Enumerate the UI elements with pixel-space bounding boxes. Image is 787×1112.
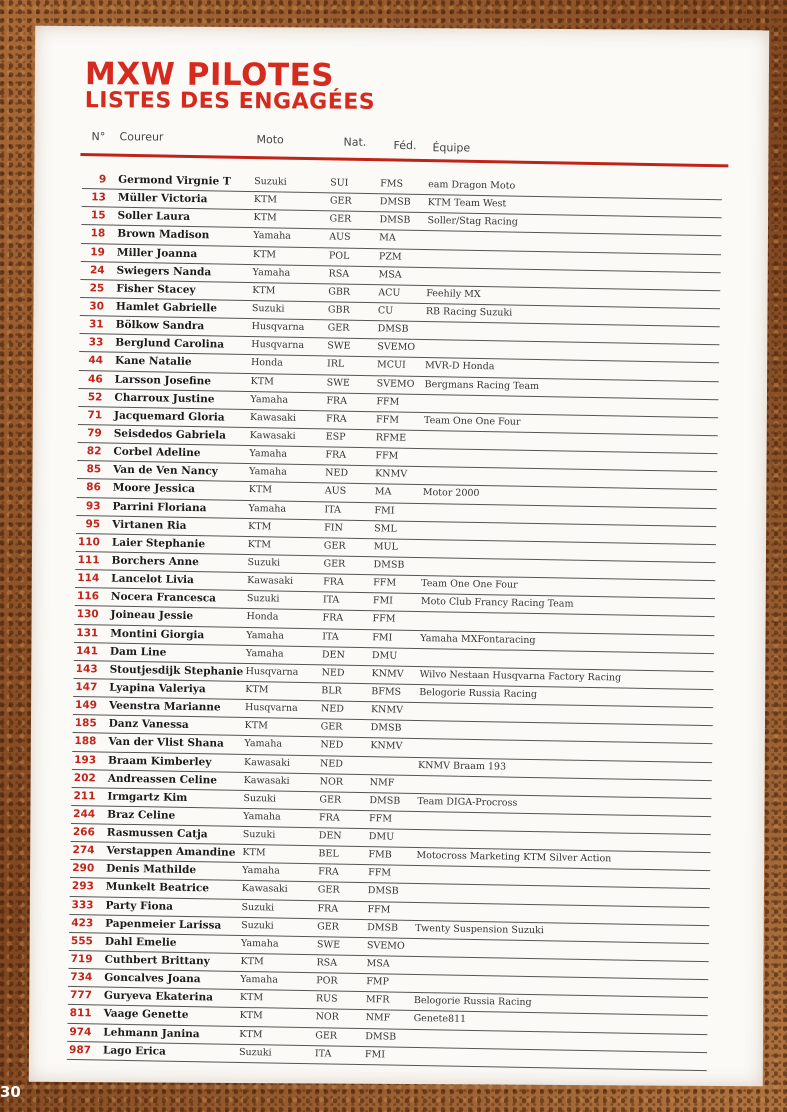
rider-nationality: ESP	[325, 431, 346, 443]
rider-federation: BFMS	[371, 686, 402, 698]
rider-nationality: DEN	[321, 648, 345, 661]
rider-name: Lancelot Livia	[111, 572, 194, 587]
rider-nationality: RSA	[328, 268, 350, 280]
rider-nationality: GER	[323, 540, 346, 552]
rider-name: Van de Ven Nancy	[113, 463, 218, 478]
rider-moto: Yamaha	[245, 647, 284, 660]
rider-federation: KNMV	[370, 740, 403, 753]
rider-team: MVR-D Honda	[424, 360, 495, 373]
rider-nationality: RSA	[316, 957, 338, 969]
rider-number: 95	[85, 517, 101, 531]
rider-nationality: NED	[319, 757, 344, 770]
rider-federation: SVEMO	[376, 377, 415, 390]
rider-federation: KNMV	[371, 667, 404, 680]
rider-moto: Suzuki	[242, 829, 276, 841]
rider-team: Team One One Four	[421, 578, 518, 591]
rider-moto: Yamaha	[240, 974, 279, 986]
rider-team: Soller/Stag Racing	[427, 215, 518, 228]
rider-name: Veenstra Marianne	[108, 699, 221, 714]
rider-nationality: DEN	[318, 830, 342, 842]
rider-number: 71	[87, 409, 103, 422]
rider-nationality: GER	[329, 195, 352, 207]
rider-nationality: ITA	[322, 630, 339, 643]
rider-team: Motor 2000	[422, 487, 480, 500]
rider-moto: Yamaha	[248, 502, 287, 515]
rider-moto: Yamaha	[250, 393, 289, 406]
rider-number: 147	[75, 680, 98, 694]
rider-federation: DMSB	[379, 214, 411, 227]
rider-federation: FFM	[372, 613, 396, 625]
rider-nationality: SWE	[326, 376, 351, 389]
rider-nationality: NED	[320, 739, 344, 752]
rider-federation: FMP	[366, 976, 390, 988]
rider-federation: FMS	[380, 178, 404, 190]
rider-name: Papenmeier Larissa	[105, 917, 222, 932]
header-divider	[80, 153, 728, 167]
rider-team: Belogorie Russia Racing	[419, 686, 538, 701]
rider-number: 202	[73, 771, 96, 785]
rider-nationality: FRA	[322, 612, 344, 625]
rider-nationality: GBR	[327, 304, 350, 316]
rider-nationality: NOR	[319, 775, 344, 788]
rider-moto: Suzuki	[254, 176, 287, 188]
rider-number: 86	[86, 481, 101, 494]
rider-name: Lehmann Janina	[103, 1026, 200, 1040]
rider-number: 290	[72, 862, 95, 875]
rider-moto: Suzuki	[241, 901, 275, 914]
rider-moto: KTM	[239, 1010, 263, 1022]
rider-number: 734	[70, 971, 93, 984]
rider-team: KTM Team West	[427, 197, 507, 210]
rider-number: 9	[98, 173, 107, 186]
rider-moto: Yamaha	[249, 466, 287, 478]
rider-federation: DMSB	[379, 196, 411, 208]
rider-moto: KTM	[247, 538, 272, 551]
rider-federation: FMI	[364, 1048, 386, 1061]
rider-name: Larsson Josefine	[114, 373, 212, 387]
rider-number: 719	[70, 953, 93, 966]
rider-name: Nocera Francesca	[110, 590, 217, 605]
rider-federation: PZM	[378, 250, 402, 263]
rider-name: Braz Celine	[107, 808, 176, 822]
rider-name: Berglund Carolina	[115, 336, 225, 351]
rider-name: Müller Victoria	[117, 191, 208, 206]
rider-moto: Yamaha	[244, 738, 283, 750]
rider-moto: KTM	[239, 1028, 263, 1040]
rider-team: eam Dragon Moto	[428, 179, 516, 192]
rider-number: 110	[77, 535, 100, 549]
rider-number: 114	[77, 572, 100, 585]
rider-federation: KNMV	[370, 704, 404, 716]
rider-name: Seisdedos Gabriela	[113, 427, 227, 442]
rider-number: 293	[71, 880, 94, 893]
rider-federation: SVEMO	[377, 341, 416, 354]
rider-federation: DMU	[371, 649, 398, 662]
rider-number: 185	[74, 717, 97, 730]
rider-name: Guryeva Ekaterina	[103, 989, 214, 1004]
rider-nationality: GER	[315, 1029, 338, 1042]
rider-nationality: IRL	[326, 358, 345, 371]
rider-nationality: SWE	[316, 939, 341, 951]
rider-moto: KTM	[248, 520, 272, 533]
rider-moto: Yamaha	[249, 448, 288, 460]
rider-name: Van der Vlist Shana	[108, 735, 224, 750]
rider-federation: RFME	[375, 432, 407, 444]
rider-name: Denis Mathilde	[106, 862, 197, 877]
rider-team: Yamaha MXFontaracing	[420, 632, 536, 646]
rider-name: Fisher Stacey	[116, 282, 196, 296]
rider-moto: Honda	[246, 611, 279, 623]
rider-federation: FFM	[375, 414, 400, 426]
rider-team: Genete811	[413, 1013, 467, 1026]
rider-nationality: NED	[321, 667, 345, 679]
rider-name: Joineau Jessie	[110, 608, 194, 623]
rider-nationality: FRA	[323, 576, 344, 588]
rider-number: 25	[89, 282, 105, 295]
rider-federation: DMSB	[365, 1030, 397, 1043]
rider-federation: DMU	[368, 831, 395, 843]
rider-name: Jacquemard Gloria	[113, 409, 225, 424]
rider-nationality: AUS	[329, 231, 351, 244]
rider-moto: Husqvarna	[245, 665, 299, 678]
rider-moto: Kawasaki	[247, 575, 294, 587]
rider-moto: KTM	[252, 248, 277, 261]
rider-moto: Suzuki	[241, 919, 274, 932]
rider-nationality: FRA	[326, 395, 348, 407]
rider-federation: NMF	[369, 776, 395, 789]
rider-nationality: FRA	[318, 866, 339, 878]
rider-number: 777	[69, 989, 93, 1002]
rider-moto: KTM	[253, 212, 277, 224]
rider-federation: MSA	[378, 268, 402, 281]
rider-name: Braam Kimberley	[107, 754, 212, 768]
rider-nationality: NED	[325, 467, 349, 479]
rider-name: Irmgartz Kim	[107, 790, 188, 804]
rider-number: 987	[68, 1043, 92, 1057]
rider-nationality: FRA	[325, 413, 347, 425]
rider-name: Montini Giorgia	[110, 627, 205, 641]
rider-federation: FFM	[376, 395, 400, 408]
rider-number: 555	[70, 934, 94, 948]
rider-nationality: GER	[317, 884, 340, 897]
rider-team: Feehily MX	[426, 287, 481, 300]
rider-nationality: GER	[327, 322, 350, 334]
header-nat: Nat.	[343, 135, 367, 149]
rider-team: RB Racing Suzuki	[425, 306, 513, 319]
rider-number: 811	[69, 1007, 92, 1020]
rider-team: Belogorie Russia Racing	[413, 995, 532, 1009]
rider-federation: MFR	[365, 994, 390, 1006]
rider-moto: Yamaha	[246, 629, 285, 642]
rider-name: Swiegers Nanda	[116, 264, 212, 279]
rider-nationality: ITA	[314, 1048, 332, 1060]
rider-team: Team One One Four	[423, 414, 521, 428]
rider-name: Goncalves Joana	[104, 971, 201, 986]
rider-moto: KTM	[245, 683, 269, 696]
rider-name: Miller Joanna	[116, 246, 198, 260]
rider-name: Borchers Anne	[111, 554, 199, 569]
rider-moto: Suzuki	[243, 792, 277, 805]
rider-number: 116	[76, 590, 100, 603]
page-subtitle: LISTES DES ENGAGÉES	[84, 88, 376, 115]
rider-number: 33	[88, 336, 104, 349]
rider-number: 13	[91, 191, 106, 204]
rider-name: Moore Jessica	[112, 482, 196, 496]
rider-name: Party Fiona	[105, 899, 174, 913]
rider-number: 188	[74, 735, 97, 748]
rider-nationality: NED	[320, 703, 344, 715]
rider-name: Andreassen Celine	[107, 772, 218, 787]
rider-moto: Yamaha	[252, 266, 291, 279]
rider-name: Cuthbert Brittany	[104, 953, 210, 968]
rider-moto: Suzuki	[246, 593, 280, 605]
rider-moto: KTM	[239, 992, 264, 1004]
rider-federation: DMSB	[370, 722, 402, 734]
rider-federation: MA	[379, 232, 396, 244]
rider-moto: Honda	[250, 357, 283, 369]
rider-name: Lago Erica	[102, 1044, 167, 1058]
rider-federation: FMI	[374, 504, 395, 517]
rider-name: Virtanen Ria	[112, 518, 187, 532]
page-number: 30	[0, 1083, 21, 1101]
rider-moto: KTM	[240, 955, 264, 968]
rider-number: 93	[85, 499, 101, 512]
rider-team: KNMV Braam 193	[417, 759, 507, 773]
header-team: Équipe	[432, 141, 471, 155]
rider-federation: MA	[374, 486, 392, 498]
rider-moto: Kawasaki	[241, 883, 288, 896]
rider-number: 131	[76, 626, 99, 639]
rider-moto: KTM	[242, 847, 266, 859]
rider-federation: KNMV	[375, 468, 408, 481]
rider-name: Soller Laura	[117, 209, 191, 224]
rider-number: 30	[89, 300, 105, 313]
rider-name: Stoutjesdijk Stephanie	[109, 663, 244, 678]
rider-federation: FFM	[375, 450, 399, 462]
rider-federation: FMI	[372, 595, 394, 607]
rider-moto: Husqvarna	[251, 321, 305, 334]
rider-nationality: GER	[329, 213, 352, 226]
rider-number: 333	[71, 898, 94, 911]
rider-federation: MCUI	[376, 359, 406, 372]
rider-moto: KTM	[250, 375, 274, 387]
rider-federation: NMF	[365, 1012, 391, 1025]
rider-nationality: ITA	[322, 594, 340, 606]
rider-federation: FFM	[373, 577, 397, 589]
rider-moto: Yamaha	[253, 230, 291, 243]
rider-name: Laier Stephanie	[111, 536, 206, 551]
rider-name: Brown Madison	[117, 228, 210, 242]
rider-number: 85	[86, 463, 102, 476]
rider-name: Charroux Justine	[114, 391, 215, 406]
header-fed: Féd.	[393, 138, 417, 153]
rider-number: 149	[74, 699, 98, 712]
rider-federation: DMSB	[367, 921, 399, 934]
rider-federation: FFM	[368, 813, 393, 825]
rider-team: Wilvo Nestaan Husqvarna Factory Racing	[419, 668, 622, 684]
rider-number: 44	[88, 354, 104, 367]
rider-nationality: GER	[323, 558, 346, 570]
rider-moto: Kawasaki	[249, 429, 296, 442]
rider-name: Dam Line	[109, 645, 167, 659]
rider-nationality: ITA	[324, 503, 342, 516]
rider-number: 423	[71, 916, 94, 930]
rider-moto: Kawasaki	[243, 756, 291, 769]
rider-name: Rasmussen Catja	[106, 826, 208, 841]
rider-nationality: SWE	[327, 340, 351, 353]
rider-name: Verstappen Amandine	[106, 844, 236, 860]
rider-federation: DMSB	[367, 885, 399, 898]
rider-moto: Suzuki	[247, 556, 281, 569]
rider-name: Lyapina Valeriya	[109, 681, 206, 696]
rider-federation: DMSB	[373, 559, 405, 571]
rider-moto: Husqvarna	[244, 702, 298, 714]
rider-moto: KTM	[244, 720, 268, 732]
rider-nationality: GBR	[328, 286, 351, 298]
rider-moto: KTM	[252, 284, 276, 297]
rider-moto: Suzuki	[238, 1046, 272, 1059]
rider-federation: SVEMO	[366, 940, 405, 952]
rider-number: 79	[87, 427, 102, 440]
rider-federation: FFM	[367, 903, 391, 916]
rider-moto: KTM	[248, 484, 273, 496]
rider-number: 244	[73, 807, 96, 821]
rider-number: 31	[88, 318, 104, 331]
rider-nationality: NOR	[315, 1011, 339, 1024]
rider-nationality: GER	[317, 921, 339, 933]
rider-nationality: GER	[320, 721, 343, 733]
rider-federation: FFM	[368, 867, 392, 879]
rider-number: 111	[77, 553, 100, 567]
rider-name: Hamlet Gabrielle	[115, 300, 218, 315]
rider-moto: KTM	[253, 194, 278, 206]
rider-name: Vaage Genette	[103, 1008, 189, 1022]
rider-team: Bergmans Racing Team	[424, 378, 540, 392]
rider-nationality: SUI	[330, 177, 349, 189]
rider-number: 19	[90, 245, 106, 259]
rider-nationality: POR	[316, 975, 338, 987]
rider-federation: ACU	[378, 287, 401, 299]
rider-nationality: FRA	[325, 449, 347, 461]
rider-name: Munkelt Beatrice	[105, 881, 210, 895]
rider-moto: Suzuki	[251, 303, 285, 315]
header-num: N°	[91, 130, 106, 144]
rider-name: Germond Virgnie T	[118, 173, 231, 188]
rider-moto: Kawasaki	[243, 774, 290, 787]
rider-federation: FMB	[368, 849, 392, 861]
rider-nationality: BLR	[321, 685, 342, 697]
rider-number: 82	[86, 445, 102, 458]
rider-number: 274	[72, 844, 95, 857]
rider-moto: Husqvarna	[251, 339, 305, 352]
rider-number: 46	[87, 372, 103, 385]
rider-federation: DMSB	[377, 323, 409, 335]
rider-federation: FMI	[372, 631, 393, 644]
header-moto: Moto	[256, 133, 284, 147]
rider-number: 143	[75, 662, 98, 676]
rider-name: Danz Vanessa	[108, 717, 189, 732]
rider-number: 974	[69, 1025, 92, 1038]
rider-federation: MSA	[366, 958, 390, 970]
rider-moto: Yamaha	[242, 865, 280, 877]
rider-moto: Kawasaki	[249, 411, 297, 424]
rider-number: 266	[72, 826, 95, 839]
rider-number: 15	[90, 209, 106, 222]
magazine-page	[29, 26, 769, 1086]
rider-federation: SML	[374, 522, 397, 535]
rider-team: Motocross Marketing KTM Silver Action	[416, 850, 612, 865]
rider-number: 52	[87, 390, 103, 404]
rider-number: 211	[73, 789, 96, 803]
rider-nationality: POL	[328, 249, 350, 262]
page-title: MXW PILOTES	[84, 56, 335, 94]
rider-number: 141	[75, 644, 99, 658]
rider-federation: CU	[377, 305, 394, 317]
rider-nationality: GER	[319, 794, 342, 806]
rider-nationality: RUS	[315, 993, 338, 1005]
rider-nationality: FRA	[318, 812, 340, 824]
rider-nationality: AUS	[324, 485, 347, 498]
rider-name: Parrini Floriana	[112, 500, 207, 514]
header-rider: Coureur	[119, 130, 164, 144]
rider-name: Bölkow Sandra	[115, 318, 205, 333]
rider-name: Kane Natalie	[114, 355, 192, 369]
rider-team: Moto Club Francy Racing Team	[420, 596, 574, 610]
rider-nationality: FIN	[324, 522, 343, 534]
rider-nationality: BEL	[318, 848, 339, 860]
rider-number: 193	[74, 753, 97, 766]
rider-moto: Yamaha	[240, 937, 279, 950]
rider-number: 18	[90, 227, 106, 240]
rider-team: Team DIGA-Procross	[417, 795, 518, 809]
rider-federation: MUL	[373, 541, 398, 553]
rider-name: Corbel Adeline	[113, 445, 201, 460]
rider-number: 24	[89, 263, 105, 277]
rider-nationality: FRA	[317, 902, 339, 915]
rider-name: Dahl Emelie	[104, 935, 177, 949]
rider-federation: DMSB	[369, 794, 401, 807]
rider-team: Twenty Suspension Suzuki	[415, 922, 544, 936]
rider-moto: Yamaha	[243, 810, 281, 823]
riders-table	[67, 171, 722, 1071]
rider-number: 130	[76, 608, 99, 621]
